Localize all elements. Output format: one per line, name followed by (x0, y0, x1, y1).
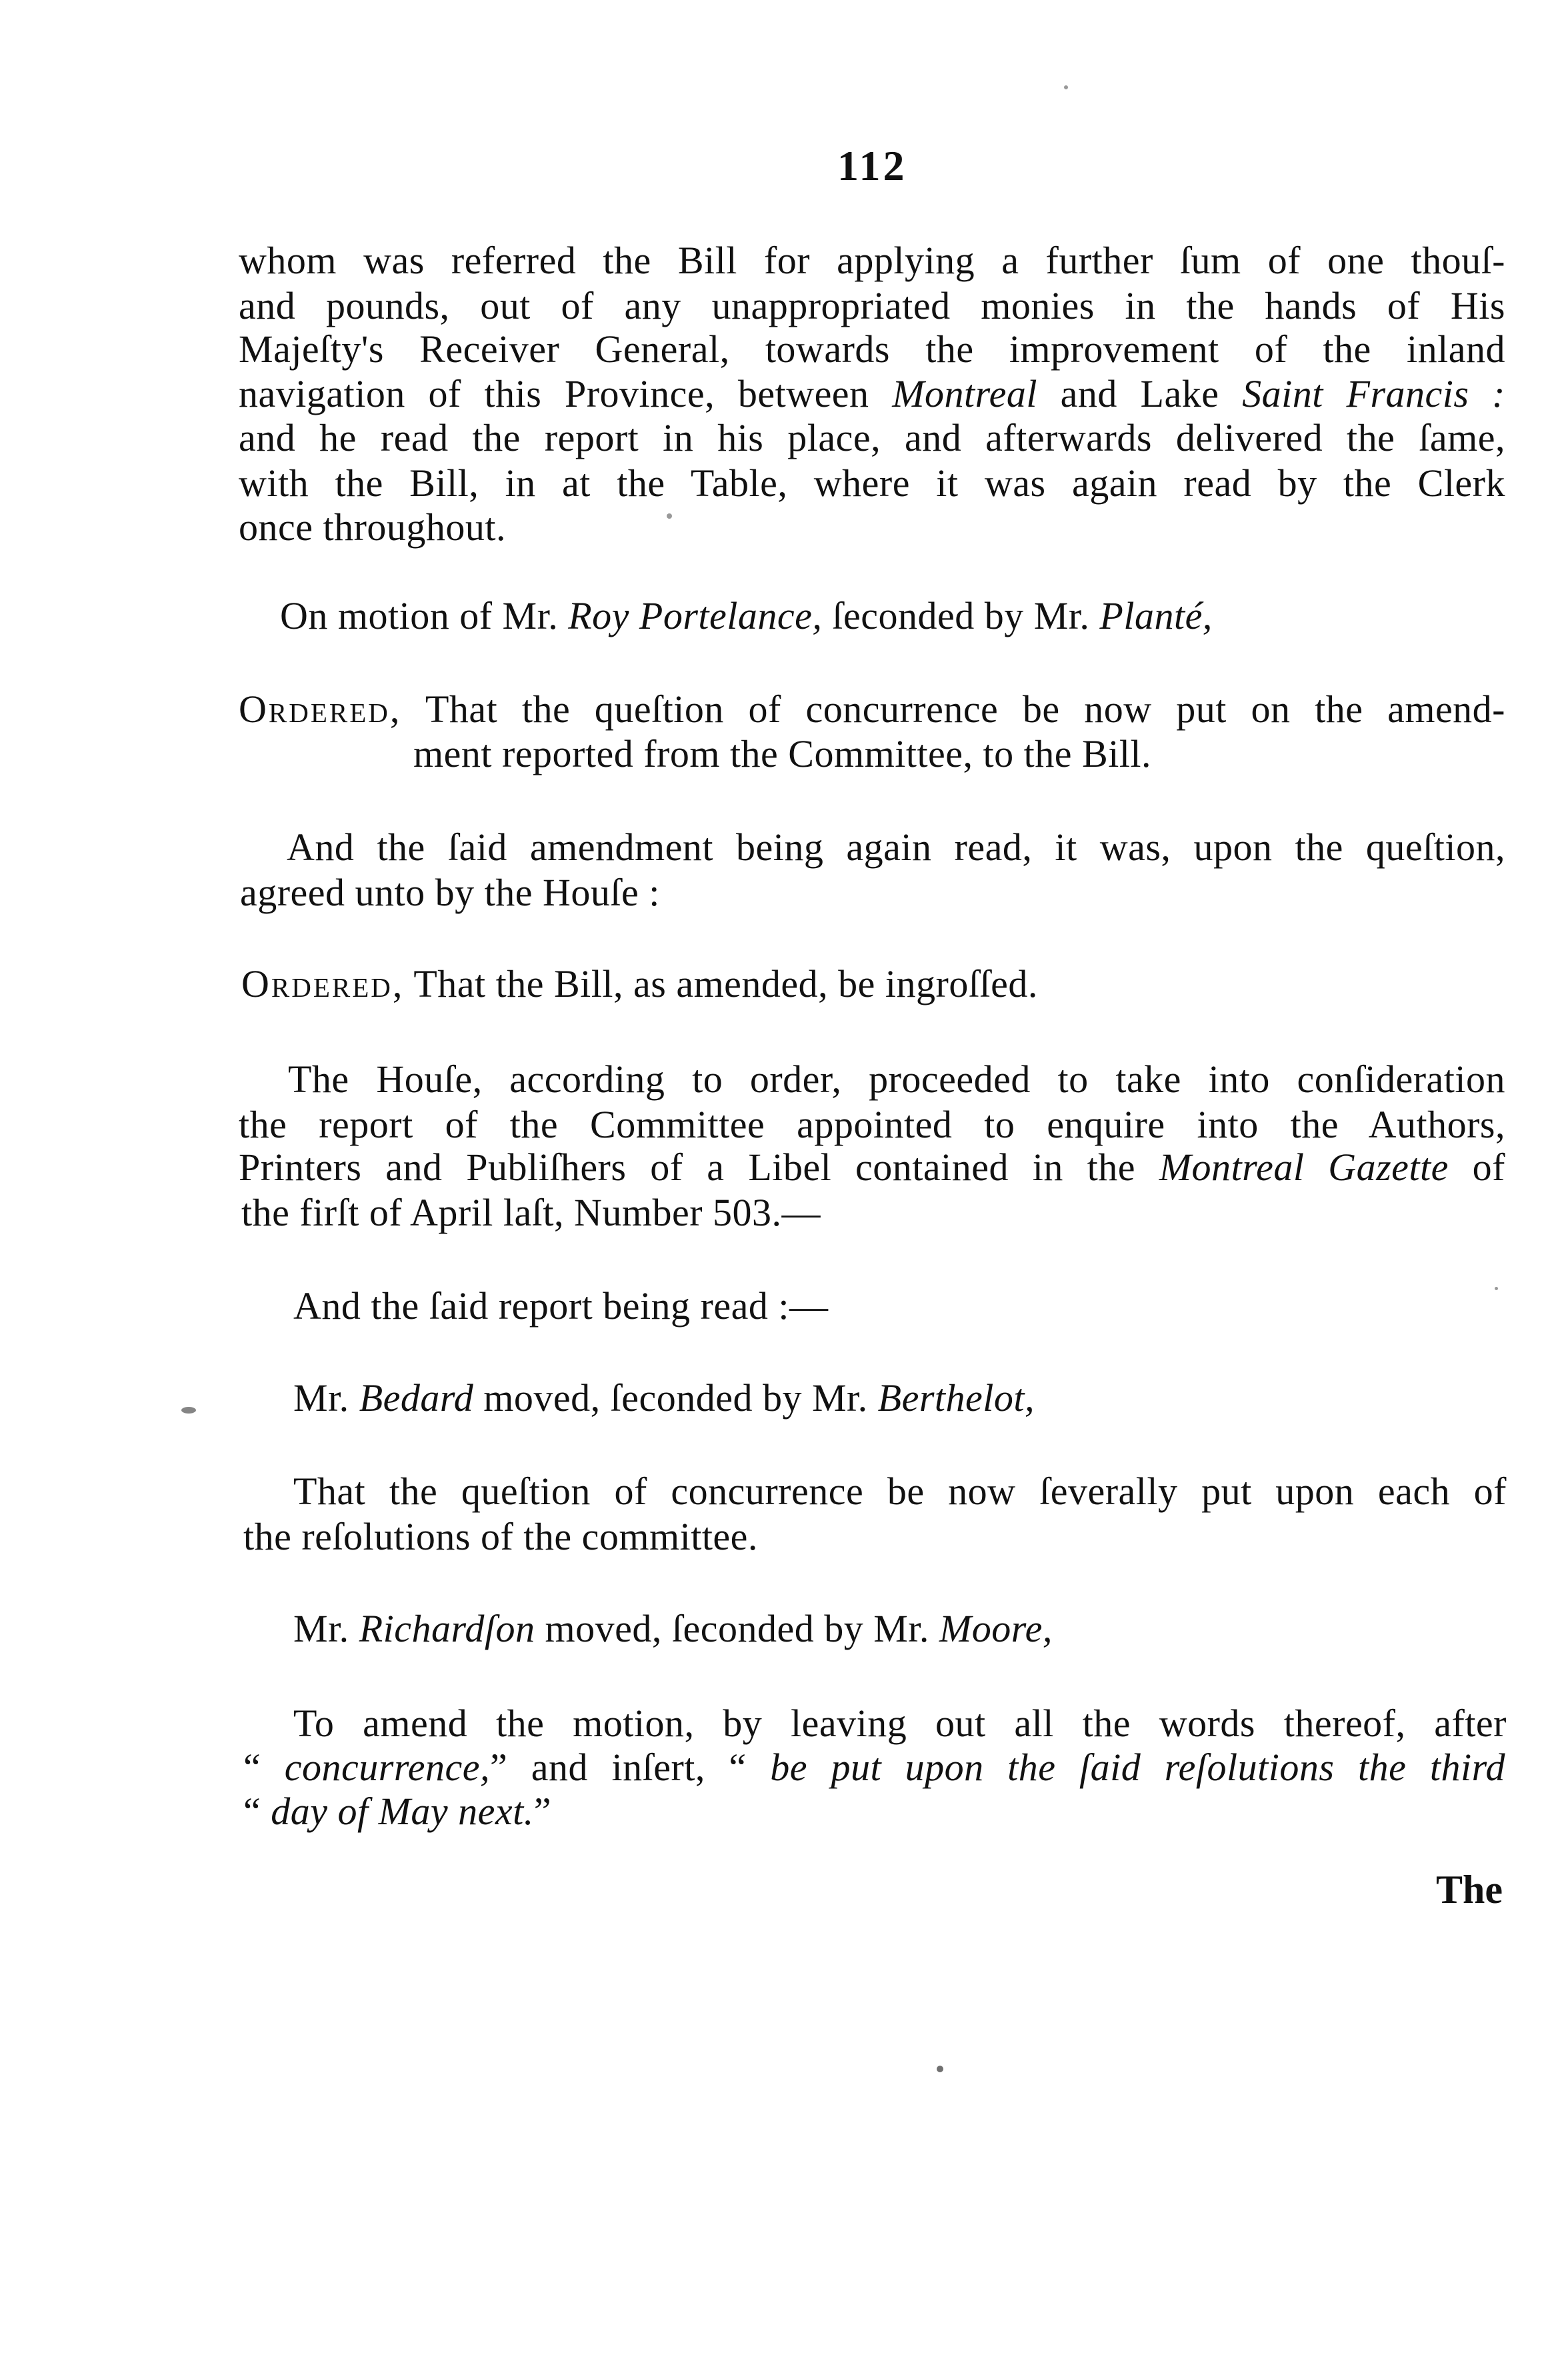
ink-speck (667, 513, 672, 519)
member-name-berthelot: Berthelot, (877, 1376, 1035, 1420)
motion-text-a: On motion of Mr. (280, 594, 569, 637)
amendment-text: be put upon the ſaid reſolutions the third (746, 1746, 1505, 1789)
member-name-bedard: Bedard (359, 1376, 474, 1420)
para9-line2: the reſolutions of the committee. (243, 1515, 758, 1558)
quoted-word-concurrence: concurrence, (284, 1746, 490, 1789)
para3-line1-text: That the queſtion of concurrence be now put on the amend- (401, 687, 1505, 731)
para4-line2: agreed unto by the Houſe : (240, 871, 660, 914)
motion-text-c: moved, ſeconded by Mr. (535, 1607, 939, 1650)
para6-line1: The Houſe, according to order, proceeded to take into conſideration (288, 1057, 1505, 1101)
para11-line3 (243, 1792, 551, 1831)
para6-line4: the firſt of April laſt, Number 503.— (241, 1191, 821, 1234)
ink-speck (937, 2066, 943, 2072)
para11-line1: To amend the motion, by leaving out all the words thereof, after (293, 1702, 1507, 1745)
para9-line1: That the queſtion of concurrence be now ſeverally put upon each of (293, 1470, 1507, 1513)
member-name-plante: Planté, (1099, 594, 1213, 637)
para11-line2-text: ” and inſert, “ (489, 1746, 747, 1789)
motion-text-c: ſeconded by Mr. (822, 594, 1100, 637)
ordered-label: Ordered, (239, 687, 402, 731)
motion-line-richardson (293, 1607, 1053, 1650)
amendment-text-end: day of May next. (271, 1790, 534, 1833)
para1-line4 (239, 372, 1505, 415)
motion-text-a: Mr. (293, 1376, 359, 1420)
motion-text-a: Mr. (293, 1607, 359, 1650)
para1-line5: and he read the report in his place, and afterwards delivered the ſame, (239, 416, 1505, 459)
para6-line3-text-a: Printers and Publiſhers of a Libel contained in the (239, 1145, 1159, 1189)
catchword: The (1436, 1868, 1503, 1912)
quote-mark-close: ” (533, 1790, 552, 1833)
para3-line2: ment reported from the Committee, to the Bill. (413, 732, 1152, 775)
place-name-saint-francis: Saint Francis : (1242, 372, 1505, 415)
para6-line3 (239, 1145, 1505, 1189)
para1-line7: once throughout. (239, 505, 507, 549)
para6-line3-text-c: of (1448, 1145, 1505, 1189)
ink-speck (1064, 85, 1068, 89)
para1-line4-text-a: navigation of this Province, between (239, 372, 893, 415)
newspaper-title: Montreal Gazette (1159, 1145, 1449, 1189)
para5-text: That the Bill, as amended, be ingroſſed. (404, 962, 1038, 1005)
para6-line2: the report of the Committee appointed to enquire into the Authors, (239, 1103, 1505, 1146)
para5-line (241, 962, 1038, 1005)
para3-line1 (239, 687, 1505, 731)
para1-line4-text-c: and Lake (1037, 372, 1243, 415)
para11-line2 (243, 1748, 1505, 1787)
member-name-roy-portelance: Roy Portelance, (568, 594, 823, 637)
page-number: 112 (837, 142, 907, 189)
ink-speck (181, 1407, 196, 1414)
motion-line-bedard (293, 1376, 1035, 1420)
motion-line-roy-portelance (280, 594, 1213, 637)
ink-speck (1495, 1287, 1498, 1290)
para1-line2: and pounds, out of any unappropriated monies in the hands of His (239, 284, 1505, 327)
para1-line1: whom was referred the Bill for applying a further ſum of one thouſ- (239, 239, 1505, 282)
para7-line: And the ſaid report being read :— (293, 1284, 829, 1328)
member-name-moore: Moore, (939, 1607, 1053, 1650)
quote-mark: “ (243, 1746, 285, 1789)
para1-line3: Majeſty's Receiver General, towards the improvement of the inland (239, 327, 1505, 371)
motion-text-c: moved, ſeconded by Mr. (473, 1376, 878, 1420)
place-name-montreal: Montreal (892, 372, 1037, 415)
para1-line6: with the Bill, in at the Table, where it was again read by the Clerk (239, 461, 1505, 505)
quote-mark: “ (243, 1790, 271, 1833)
member-name-richardson: Richardſon (359, 1607, 535, 1650)
ordered-label: Ordered, (241, 962, 405, 1005)
para4-line1: And the ſaid amendment being again read, it was, upon the queſtion, (287, 825, 1505, 869)
